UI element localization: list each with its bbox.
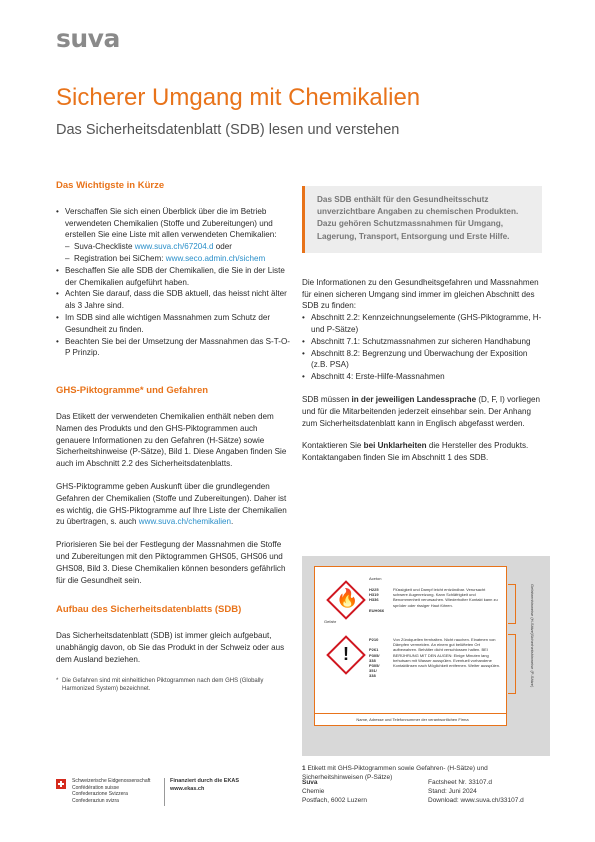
footer-divider — [164, 778, 165, 806]
side-label-p: Sicherheitshinweise (P-Sätze) — [530, 634, 535, 688]
company-line: Name, Adresse und Telefonnummer der verantwortlichen Firma — [356, 717, 469, 722]
page-subtitle: Das Sicherheitsdatenblatt (SDB) lesen und verstehen — [56, 122, 400, 138]
paragraph: Das Sicherheitsdatenblatt (SDB) ist immer gleich aufgebaut, unabhängig davon, ob Sie das Produkt in der Schweiz oder aus dem Ausland beziehen. — [56, 631, 285, 664]
paragraph-text: SDB müssen — [302, 394, 352, 404]
section-heading-ghs: GHS-Piktogramme* und Gefahren — [56, 385, 209, 397]
paragraph-text: Kontaktieren Sie — [302, 441, 364, 451]
p-bracket — [508, 634, 516, 694]
paragraph — [302, 394, 542, 429]
paragraph-emphasis: bei Unklarheiten — [363, 441, 427, 451]
list-item — [56, 206, 292, 265]
sub-list — [65, 241, 292, 265]
checklist-link[interactable]: www.suva.ch/67204.d — [134, 242, 214, 252]
section-heading-aufbau: Aufbau des Sicherheitsdatenblatts (SDB) — [56, 604, 242, 616]
suva-postbox: Postfach, 6002 Luzern — [302, 797, 368, 804]
list-item: • Abschnitt 4: Erste-Hilfe-Massnahmen — [302, 371, 542, 383]
chemikalien-link[interactable]: www.suva.ch/chemikalien — [138, 517, 232, 527]
signal-word: Gefahr — [324, 619, 337, 624]
swiss-cross-icon — [56, 779, 66, 789]
h-bracket — [508, 584, 516, 624]
list-item: • Abschnitt 7.1: Schutzmassnahmen zur sicheren Handhabung — [302, 336, 542, 348]
callout-box: Das SDB enthält für den Gesundheitsschutz unverzichtbare Angaben zu chemischen Produkten. Dazu gehören Schutzmassnahmen für Umgang, Lagerung, Transport, Entsorgung und Erste Hilfe. — [302, 186, 542, 253]
h-codes: H225 H319 H336 EUH066 — [369, 587, 385, 613]
paragraph — [302, 440, 542, 464]
factsheet-date: Stand: Juni 2024 — [428, 788, 477, 795]
paragraph: Priorisieren Sie bei der Festlegung der Massnahmen die Stoffe und Zubereitungen mit den Piktogrammen GHS05, GHS06 und GHS08, Bild 3. Diese Chemikalien können besonders gefährlich für die Gesundheit sein. — [56, 540, 286, 585]
confederation-text: Schweizerische Eidgenossenschaft Confédération suisse Confederazione Svizzera Confederaziun svizra — [72, 778, 151, 804]
label-figure — [302, 556, 550, 756]
suva-dept: Chemie — [302, 788, 325, 795]
list-item: • Beschaffen Sie alle SDB der Chemikalien, die Sie in der Liste der Chemikalien aufgeführt haben. — [56, 265, 292, 289]
list-item-text: Registration bei SiChem: — [74, 253, 166, 263]
sichem-link[interactable]: www.seco.admin.ch/sichem — [165, 253, 266, 263]
list-item-text: Verschaffen Sie sich einen Überblick über die im Betrieb verwendeten Chemikalien (Stoffe und Zubereitungen) und erstellen Sie eine Liste mit allen verwendeten Chemikalien: — [65, 206, 277, 240]
p-statements: Von Zündquellen fernhalten. Nicht rauchen. Einatmen von Dämpfen vermeiden. An einem gut belüfteten Ort aufbewahren. Behälter dicht verschlossen halten. BEI BERÜHRUNG MIT DEN AUGEN: Einige Minuten lang behutsam mit Wasser ausspülen. Eventuell vorhandene Kontaktlinsen nach Möglichkeit entfernen. Weiter ausspülen. — [393, 637, 501, 669]
suva-logo: suva — [56, 24, 120, 53]
label-divider — [315, 713, 506, 714]
footnote-text: Die Gefahren sind mit einheitlichen Piktogrammen nach dem GHS (Globally Harmonized System) bezeichnet. — [62, 677, 264, 692]
list-item-text: oder — [213, 242, 232, 252]
p-codes: P210 P261 P305/ 338 P305/ 351/ 338 — [369, 637, 380, 679]
caption-number: 1 — [302, 765, 306, 772]
paragraph: Die Informationen zu den Gesundheitsgefahren und Massnahmen für einen sicheren Umgang sind immer im gleichen Abschnitt des SDB zu finden: — [302, 277, 539, 311]
paragraph-text: . — [231, 517, 234, 527]
exclamation-icon: ! — [343, 644, 349, 664]
sample-label — [314, 566, 507, 726]
ekas-url[interactable]: www.ekas.ch — [170, 785, 205, 792]
key-points-list — [56, 206, 292, 359]
left-column — [56, 180, 292, 693]
ekas-block — [170, 778, 239, 793]
list-item — [65, 241, 292, 253]
ekas-label: Finanziert durch die EKAS — [170, 778, 240, 784]
list-item-text: Suva-Checkliste — [74, 242, 135, 252]
factsheet-number: Factsheet Nr. 33107.d — [428, 779, 492, 786]
factsheet-download[interactable]: Download: www.suva.ch/33107.d — [428, 797, 524, 804]
suva-address — [302, 778, 367, 805]
paragraph: Das Etikett der verwendeten Chemikalien enthält neben dem Namen des Produkts und den GHS-Piktogrammen auch genauere Informationen zu den Gefahren (H-Sätze) sowie Sicherheitshinweise (P-Sätze), Bild 1. Diese Angaben finden Sie auch im Abschnitt 2.2 des Sicherheitsdatenblatts. — [56, 411, 287, 469]
paragraph — [56, 481, 292, 528]
list-item: • Im SDB sind alle wichtigen Massnahmen zum Schutz der Gesundheit zu finden. — [56, 312, 292, 336]
paragraph-text: (D, F, I) vorliegen und für die Mitarbeitenden jederzeit einsehbar sein. Der Anhang zum Sicherheitsdatenblatt kann in Englisch abgefasst werden. — [302, 394, 540, 428]
product-name: Aceton — [369, 576, 382, 581]
list-item: • Achten Sie darauf, dass die SDB aktuell, das heisst nicht älter als 3 Jahre sind. — [56, 288, 292, 312]
h-statements: Flüssigkeit und Dampf leicht entzündbar. Verursacht schwere Augenreizung. Kann Schläfrigkeit und Benommenheit verursachen. Wiederholter Kontakt kann zu spröder oder rissiger Haut führen. — [393, 587, 498, 608]
list-item — [65, 253, 292, 265]
flame-icon: 🔥 — [336, 588, 359, 608]
sdb-sections-list — [302, 312, 542, 383]
page-title: Sicherer Umgang mit Chemikalien — [56, 84, 421, 111]
paragraph-text: GHS-Piktogramme geben Auskunft über die grundlegenden Gefahren der Chemikalien (Stoffe und Zubereitungen). Daher ist es wichtig, die GHS-Piktogramme auf Ihre Liste der Chemikalien zu übertragen, s. auch — [56, 481, 287, 527]
footnote-marker: * — [56, 677, 59, 684]
list-item: • Abschnitt 8.2: Begrenzung und Überwachung der Exposition (z.B. PSA) — [302, 348, 542, 372]
list-item: • Abschnitt 2.2: Kennzeichnungselemente (GHS-Piktogramme, H- und P-Sätze) — [302, 312, 542, 336]
caption-text: Etikett mit GHS-Piktogrammen sowie Gefahren- (H-Sätze) und Sicherheitshinweisen (P-Sätze) — [302, 765, 488, 781]
list-item: • Beachten Sie bei der Umsetzung der Massnahmen das S-T-O-P Prinzip. — [56, 336, 292, 360]
suva-name: Suva — [302, 779, 318, 786]
footnote — [56, 677, 292, 693]
right-column — [302, 186, 542, 475]
paragraph-emphasis: in der jeweiligen Landessprache — [351, 394, 477, 404]
paragraph-text: die Hersteller des Produkts. Kontaktangaben finden Sie im Abschnitt 1 des SDB. — [302, 441, 529, 463]
factsheet-info — [428, 778, 524, 805]
section-heading-wichtigste: Das Wichtigste in Kürze — [56, 180, 165, 191]
side-label-h: Gefahrenhinweise (H-Sätze) — [530, 584, 535, 635]
